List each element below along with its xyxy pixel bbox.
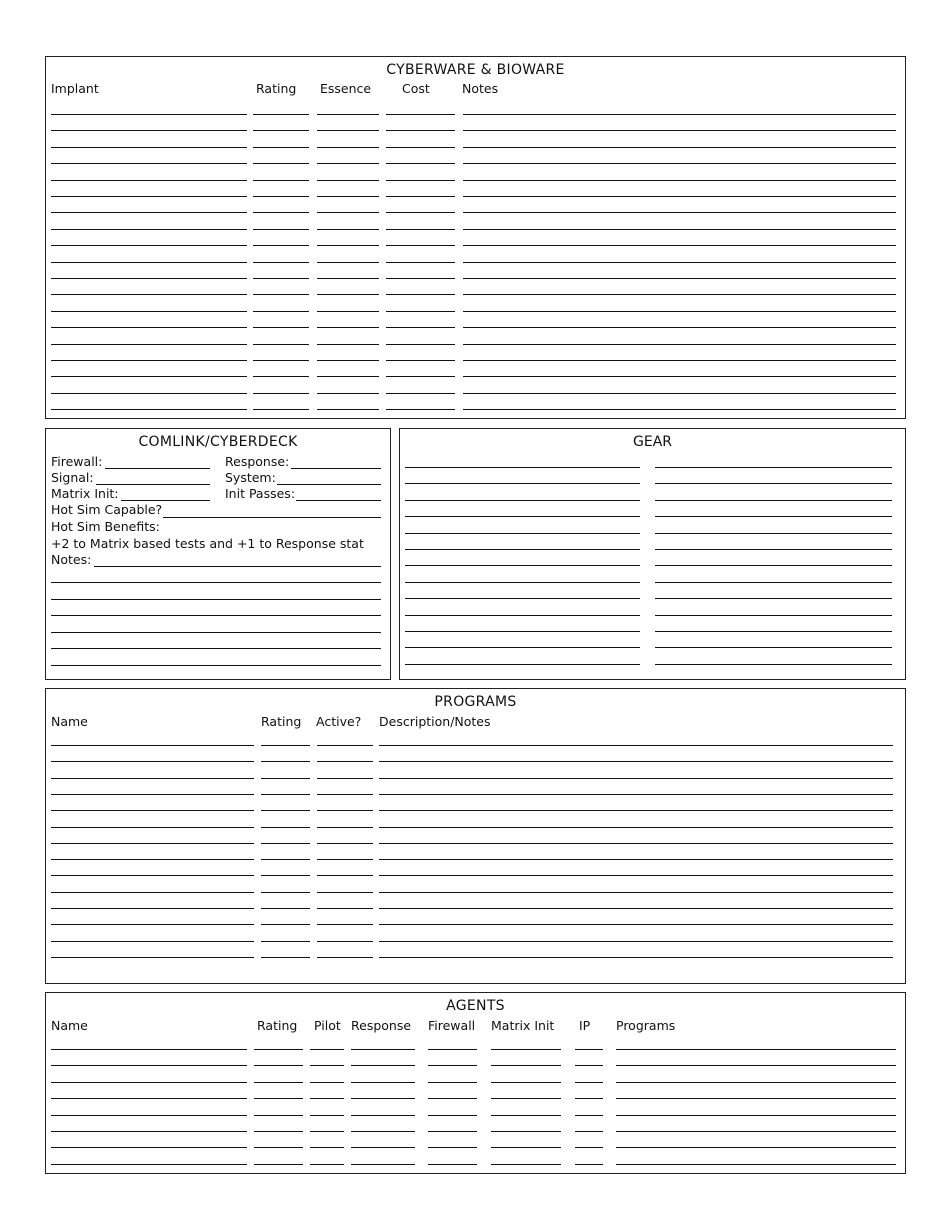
- blank-line[interactable]: [310, 1115, 344, 1116]
- blank-line[interactable]: [379, 892, 893, 893]
- blank-line[interactable]: [310, 1164, 344, 1165]
- blank-line[interactable]: [575, 1131, 603, 1132]
- hot-sim-capable-line[interactable]: [163, 517, 381, 518]
- blank-line[interactable]: [379, 875, 893, 876]
- blank-line[interactable]: [254, 1164, 303, 1165]
- blank-line[interactable]: [351, 1115, 415, 1116]
- blank-line[interactable]: [317, 245, 379, 246]
- blank-line[interactable]: [405, 631, 640, 632]
- blank-line[interactable]: [261, 892, 310, 893]
- blank-line[interactable]: [463, 311, 896, 312]
- blank-line[interactable]: [491, 1049, 561, 1050]
- matrix-init-label: Matrix Init:: [51, 486, 119, 501]
- blank-line[interactable]: [253, 245, 309, 246]
- response-label: Response:: [225, 454, 290, 469]
- blank-line[interactable]: [491, 1082, 561, 1083]
- col-cost: Cost: [402, 81, 430, 96]
- gear-title: GEAR: [633, 434, 672, 450]
- blank-line[interactable]: [310, 1147, 344, 1148]
- blank-line[interactable]: [261, 859, 310, 860]
- blank-line[interactable]: [253, 327, 309, 328]
- blank-line[interactable]: [575, 1065, 603, 1066]
- blank-line[interactable]: [317, 409, 379, 410]
- firewall-label: Firewall:: [51, 454, 103, 469]
- blank-line[interactable]: [491, 1065, 561, 1066]
- blank-line[interactable]: [253, 376, 309, 377]
- blank-line[interactable]: [253, 147, 309, 148]
- blank-line[interactable]: [317, 941, 373, 942]
- blank-line[interactable]: [317, 180, 379, 181]
- col-pilot: Pilot: [314, 1018, 341, 1033]
- blank-line[interactable]: [491, 1164, 561, 1165]
- blank-line[interactable]: [253, 311, 309, 312]
- blank-line[interactable]: [386, 344, 455, 345]
- blank-line[interactable]: [253, 130, 309, 131]
- blank-line[interactable]: [405, 516, 640, 517]
- blank-line[interactable]: [317, 376, 379, 377]
- col-active: Active?: [316, 714, 362, 729]
- blank-line[interactable]: [379, 827, 893, 828]
- blank-line[interactable]: [386, 409, 455, 410]
- blank-line[interactable]: [386, 294, 455, 295]
- col-essence: Essence: [320, 81, 372, 96]
- col-rating: Rating: [257, 1018, 298, 1033]
- blank-line[interactable]: [51, 648, 381, 649]
- programs-title: PROGRAMS: [434, 694, 517, 710]
- blank-line[interactable]: [51, 778, 254, 779]
- blank-line[interactable]: [386, 360, 455, 361]
- init-passes-label: Init Passes:: [225, 486, 296, 501]
- blank-line[interactable]: [51, 1164, 247, 1165]
- col-rating: Rating: [256, 81, 297, 96]
- blank-line[interactable]: [491, 1147, 561, 1148]
- blank-line[interactable]: [51, 376, 247, 377]
- blank-line[interactable]: [51, 163, 247, 164]
- blank-line[interactable]: [317, 262, 379, 263]
- response-line[interactable]: [291, 468, 381, 469]
- blank-line[interactable]: [379, 957, 893, 958]
- blank-line[interactable]: [254, 1131, 303, 1132]
- blank-line[interactable]: [616, 1098, 896, 1099]
- blank-line[interactable]: [463, 163, 896, 164]
- cyberware-title: CYBERWARE & BIOWARE: [386, 62, 565, 78]
- comlink-title: COMLINK/CYBERDECK: [138, 434, 298, 450]
- blank-line[interactable]: [428, 1098, 477, 1099]
- blank-line[interactable]: [51, 615, 381, 616]
- blank-line[interactable]: [310, 1065, 344, 1066]
- blank-line[interactable]: [317, 114, 379, 115]
- blank-line[interactable]: [253, 393, 309, 394]
- blank-line[interactable]: [655, 598, 892, 599]
- blank-line[interactable]: [428, 1147, 477, 1148]
- col-name: Name: [51, 714, 88, 729]
- blank-line[interactable]: [379, 745, 893, 746]
- blank-line[interactable]: [428, 1082, 477, 1083]
- blank-line[interactable]: [405, 533, 640, 534]
- blank-line[interactable]: [51, 827, 254, 828]
- blank-line[interactable]: [463, 229, 896, 230]
- blank-line[interactable]: [51, 147, 247, 148]
- blank-line[interactable]: [386, 229, 455, 230]
- blank-line[interactable]: [317, 393, 379, 394]
- blank-line[interactable]: [428, 1115, 477, 1116]
- blank-line[interactable]: [254, 1147, 303, 1148]
- blank-line[interactable]: [386, 130, 455, 131]
- blank-line[interactable]: [317, 278, 379, 279]
- blank-line[interactable]: [463, 147, 896, 148]
- blank-line[interactable]: [51, 794, 254, 795]
- col-matrix-init: Matrix Init: [491, 1018, 555, 1033]
- blank-line[interactable]: [317, 327, 379, 328]
- col-firewall: Firewall: [428, 1018, 476, 1033]
- blank-line[interactable]: [379, 778, 893, 779]
- blank-line[interactable]: [261, 794, 310, 795]
- blank-line[interactable]: [51, 892, 254, 893]
- blank-line[interactable]: [51, 632, 381, 633]
- system-line[interactable]: [277, 484, 381, 485]
- blank-line[interactable]: [428, 1131, 477, 1132]
- blank-line[interactable]: [379, 843, 893, 844]
- blank-line[interactable]: [655, 467, 892, 468]
- blank-line[interactable]: [386, 278, 455, 279]
- blank-line[interactable]: [655, 549, 892, 550]
- notes-line[interactable]: [94, 566, 381, 567]
- blank-line[interactable]: [379, 941, 893, 942]
- blank-line[interactable]: [405, 483, 640, 484]
- blank-line[interactable]: [51, 327, 247, 328]
- blank-line[interactable]: [51, 957, 254, 958]
- blank-line[interactable]: [317, 745, 373, 746]
- blank-line[interactable]: [261, 875, 310, 876]
- blank-line[interactable]: [261, 843, 310, 844]
- blank-line[interactable]: [51, 859, 254, 860]
- blank-line[interactable]: [655, 615, 892, 616]
- blank-line[interactable]: [317, 130, 379, 131]
- blank-line[interactable]: [261, 778, 310, 779]
- blank-line[interactable]: [253, 409, 309, 410]
- blank-line[interactable]: [405, 598, 640, 599]
- col-notes: Notes: [462, 81, 499, 96]
- blank-line[interactable]: [51, 196, 247, 197]
- cyberware-section: [45, 56, 906, 419]
- blank-line[interactable]: [386, 212, 455, 213]
- blank-line[interactable]: [655, 565, 892, 566]
- blank-line[interactable]: [655, 647, 892, 648]
- blank-line[interactable]: [616, 1082, 896, 1083]
- blank-line[interactable]: [317, 892, 373, 893]
- blank-line[interactable]: [51, 1065, 247, 1066]
- blank-line[interactable]: [317, 311, 379, 312]
- blank-line[interactable]: [253, 114, 309, 115]
- blank-line[interactable]: [261, 941, 310, 942]
- blank-line[interactable]: [616, 1065, 896, 1066]
- blank-line[interactable]: [253, 360, 309, 361]
- hot-sim-benefits-label: Hot Sim Benefits:: [51, 519, 160, 534]
- blank-line[interactable]: [253, 294, 309, 295]
- blank-line[interactable]: [575, 1082, 603, 1083]
- blank-line[interactable]: [351, 1082, 415, 1083]
- signal-label: Signal:: [51, 470, 94, 485]
- blank-line[interactable]: [655, 582, 892, 583]
- blank-line[interactable]: [463, 327, 896, 328]
- blank-line[interactable]: [463, 130, 896, 131]
- blank-line[interactable]: [379, 859, 893, 860]
- firewall-line[interactable]: [105, 468, 210, 469]
- blank-line[interactable]: [253, 196, 309, 197]
- blank-line[interactable]: [317, 147, 379, 148]
- comlink-section: [45, 428, 391, 680]
- blank-line[interactable]: [51, 1115, 247, 1116]
- blank-line[interactable]: [254, 1065, 303, 1066]
- blank-line[interactable]: [405, 664, 640, 665]
- blank-line[interactable]: [254, 1049, 303, 1050]
- blank-line[interactable]: [51, 924, 254, 925]
- blank-line[interactable]: [386, 327, 455, 328]
- blank-line[interactable]: [51, 875, 254, 876]
- blank-line[interactable]: [655, 500, 892, 501]
- blank-line[interactable]: [386, 180, 455, 181]
- blank-line[interactable]: [616, 1049, 896, 1050]
- blank-line[interactable]: [261, 810, 310, 811]
- blank-line[interactable]: [317, 163, 379, 164]
- blank-line[interactable]: [51, 745, 254, 746]
- hot-sim-capable-label: Hot Sim Capable?: [51, 502, 163, 517]
- agents-section: [45, 992, 906, 1174]
- blank-line[interactable]: [351, 1131, 415, 1132]
- blank-line[interactable]: [51, 294, 247, 295]
- col-description: Description/Notes: [379, 714, 491, 729]
- blank-line[interactable]: [261, 908, 310, 909]
- system-label: System:: [225, 470, 276, 485]
- blank-line[interactable]: [351, 1098, 415, 1099]
- blank-line[interactable]: [491, 1098, 561, 1099]
- col-rating: Rating: [261, 714, 302, 729]
- blank-line[interactable]: [317, 827, 373, 828]
- blank-line[interactable]: [386, 147, 455, 148]
- blank-line[interactable]: [386, 376, 455, 377]
- blank-line[interactable]: [51, 229, 247, 230]
- blank-line[interactable]: [463, 294, 896, 295]
- notes-label: Notes:: [51, 552, 92, 567]
- blank-line[interactable]: [351, 1065, 415, 1066]
- blank-line[interactable]: [463, 114, 896, 115]
- blank-line[interactable]: [254, 1098, 303, 1099]
- blank-line[interactable]: [351, 1147, 415, 1148]
- blank-line[interactable]: [317, 794, 373, 795]
- blank-line[interactable]: [317, 344, 379, 345]
- blank-line[interactable]: [51, 360, 247, 361]
- blank-line[interactable]: [379, 794, 893, 795]
- blank-line[interactable]: [254, 1115, 303, 1116]
- blank-line[interactable]: [655, 664, 892, 665]
- blank-line[interactable]: [261, 957, 310, 958]
- blank-line[interactable]: [261, 924, 310, 925]
- blank-line[interactable]: [386, 311, 455, 312]
- blank-line[interactable]: [253, 163, 309, 164]
- blank-line[interactable]: [317, 859, 373, 860]
- blank-line[interactable]: [575, 1098, 603, 1099]
- blank-line[interactable]: [655, 483, 892, 484]
- blank-line[interactable]: [253, 278, 309, 279]
- blank-line[interactable]: [317, 761, 373, 762]
- blank-line[interactable]: [51, 1131, 247, 1132]
- blank-line[interactable]: [317, 810, 373, 811]
- blank-line[interactable]: [317, 875, 373, 876]
- blank-line[interactable]: [575, 1049, 603, 1050]
- blank-line[interactable]: [655, 631, 892, 632]
- blank-line[interactable]: [463, 212, 896, 213]
- blank-line[interactable]: [491, 1115, 561, 1116]
- blank-line[interactable]: [51, 262, 247, 263]
- blank-line[interactable]: [253, 262, 309, 263]
- init-passes-line[interactable]: [296, 500, 381, 501]
- signal-line[interactable]: [96, 484, 210, 485]
- blank-line[interactable]: [463, 376, 896, 377]
- blank-line[interactable]: [310, 1082, 344, 1083]
- blank-line[interactable]: [463, 360, 896, 361]
- blank-line[interactable]: [575, 1115, 603, 1116]
- blank-line[interactable]: [655, 533, 892, 534]
- blank-line[interactable]: [405, 615, 640, 616]
- blank-line[interactable]: [463, 278, 896, 279]
- blank-line[interactable]: [51, 1082, 247, 1083]
- blank-line[interactable]: [405, 500, 640, 501]
- blank-line[interactable]: [351, 1164, 415, 1165]
- blank-line[interactable]: [317, 908, 373, 909]
- blank-line[interactable]: [51, 212, 247, 213]
- blank-line[interactable]: [253, 344, 309, 345]
- blank-line[interactable]: [51, 180, 247, 181]
- blank-line[interactable]: [463, 344, 896, 345]
- blank-line[interactable]: [463, 262, 896, 263]
- blank-line[interactable]: [51, 311, 247, 312]
- matrix-init-line[interactable]: [121, 500, 210, 501]
- blank-line[interactable]: [51, 1049, 247, 1050]
- blank-line[interactable]: [317, 229, 379, 230]
- blank-line[interactable]: [386, 245, 455, 246]
- blank-line[interactable]: [51, 245, 247, 246]
- blank-line[interactable]: [51, 409, 247, 410]
- col-programs: Programs: [616, 1018, 676, 1033]
- blank-line[interactable]: [51, 114, 247, 115]
- blank-line[interactable]: [253, 229, 309, 230]
- blank-line[interactable]: [491, 1131, 561, 1132]
- blank-line[interactable]: [386, 114, 455, 115]
- blank-line[interactable]: [51, 810, 254, 811]
- blank-line[interactable]: [463, 245, 896, 246]
- blank-line[interactable]: [616, 1147, 896, 1148]
- blank-line[interactable]: [317, 212, 379, 213]
- blank-line[interactable]: [575, 1147, 603, 1148]
- agents-title: AGENTS: [446, 998, 505, 1014]
- col-name: Name: [51, 1018, 88, 1033]
- blank-line[interactable]: [51, 843, 254, 844]
- blank-line[interactable]: [428, 1049, 477, 1050]
- blank-line[interactable]: [317, 778, 373, 779]
- blank-line[interactable]: [261, 761, 310, 762]
- hot-sim-benefits-text: +2 to Matrix based tests and +1 to Response stat: [51, 536, 364, 551]
- blank-line[interactable]: [310, 1049, 344, 1050]
- blank-line[interactable]: [317, 196, 379, 197]
- blank-line[interactable]: [51, 665, 381, 666]
- blank-line[interactable]: [405, 582, 640, 583]
- col-ip: IP: [579, 1018, 591, 1033]
- blank-line[interactable]: [51, 582, 381, 583]
- blank-line[interactable]: [405, 467, 640, 468]
- col-response: Response: [351, 1018, 412, 1033]
- blank-line[interactable]: [616, 1131, 896, 1132]
- blank-line[interactable]: [386, 163, 455, 164]
- blank-line[interactable]: [655, 516, 892, 517]
- blank-line[interactable]: [379, 908, 893, 909]
- blank-line[interactable]: [51, 761, 254, 762]
- blank-line[interactable]: [51, 344, 247, 345]
- blank-line[interactable]: [379, 810, 893, 811]
- gear-section: [399, 428, 906, 680]
- blank-line[interactable]: [317, 360, 379, 361]
- blank-line[interactable]: [51, 1147, 247, 1148]
- blank-line[interactable]: [428, 1164, 477, 1165]
- blank-line[interactable]: [351, 1049, 415, 1050]
- blank-line[interactable]: [379, 924, 893, 925]
- blank-line[interactable]: [253, 180, 309, 181]
- blank-line[interactable]: [463, 180, 896, 181]
- blank-line[interactable]: [405, 647, 640, 648]
- blank-line[interactable]: [386, 196, 455, 197]
- blank-line[interactable]: [51, 908, 254, 909]
- blank-line[interactable]: [463, 393, 896, 394]
- blank-line[interactable]: [261, 745, 310, 746]
- blank-line[interactable]: [405, 549, 640, 550]
- col-implant: Implant: [51, 81, 99, 96]
- blank-line[interactable]: [379, 761, 893, 762]
- blank-line[interactable]: [51, 278, 247, 279]
- blank-line[interactable]: [51, 941, 254, 942]
- blank-line[interactable]: [51, 130, 247, 131]
- blank-line[interactable]: [463, 196, 896, 197]
- blank-line[interactable]: [51, 1098, 247, 1099]
- blank-line[interactable]: [616, 1164, 896, 1165]
- blank-line[interactable]: [386, 262, 455, 263]
- blank-line[interactable]: [253, 212, 309, 213]
- blank-line[interactable]: [463, 409, 896, 410]
- blank-line[interactable]: [317, 957, 373, 958]
- blank-line[interactable]: [51, 393, 247, 394]
- blank-line[interactable]: [616, 1115, 896, 1116]
- programs-section: [45, 688, 906, 984]
- blank-line[interactable]: [254, 1082, 303, 1083]
- blank-line[interactable]: [317, 294, 379, 295]
- blank-line[interactable]: [386, 393, 455, 394]
- blank-line[interactable]: [317, 843, 373, 844]
- blank-line[interactable]: [310, 1131, 344, 1132]
- blank-line[interactable]: [317, 924, 373, 925]
- blank-line[interactable]: [575, 1164, 603, 1165]
- blank-line[interactable]: [51, 599, 381, 600]
- blank-line[interactable]: [428, 1065, 477, 1066]
- blank-line[interactable]: [405, 565, 640, 566]
- blank-line[interactable]: [261, 827, 310, 828]
- blank-line[interactable]: [310, 1098, 344, 1099]
